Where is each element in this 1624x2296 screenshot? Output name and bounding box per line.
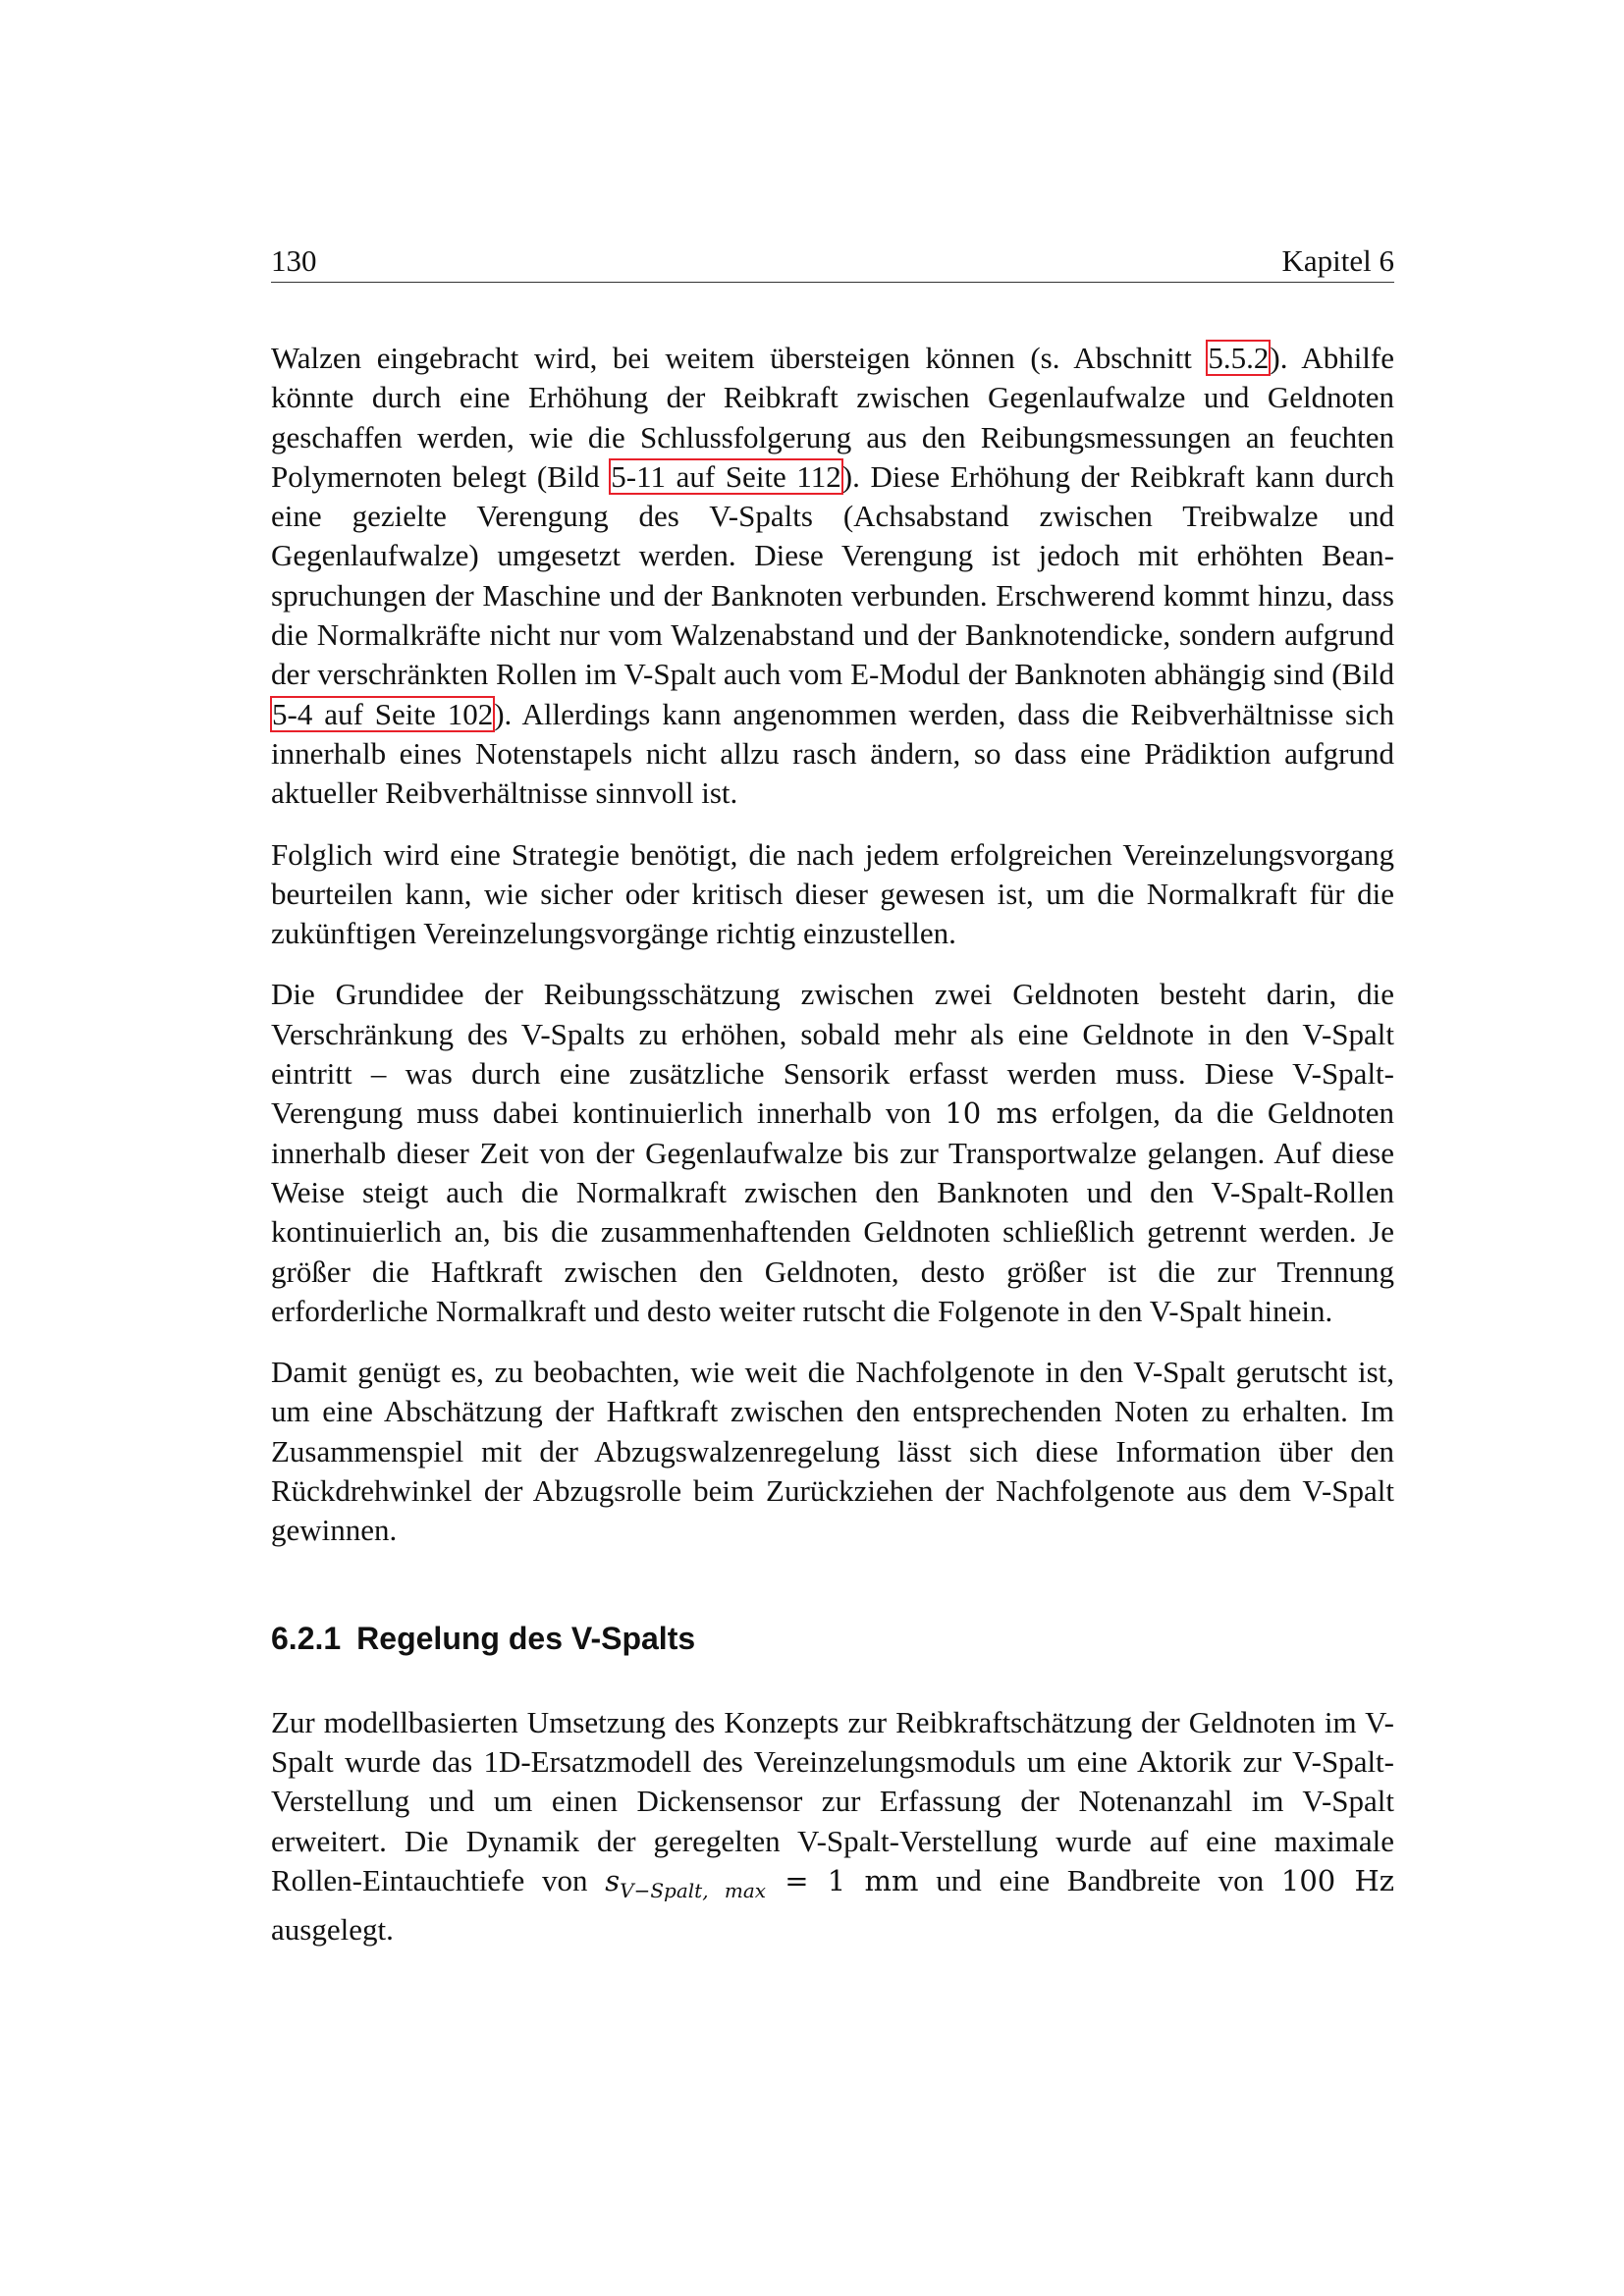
math-10ms: 10 ms <box>945 1096 1038 1131</box>
paper-page <box>271 241 1394 1949</box>
paragraph-1 <box>271 339 1394 814</box>
figure-link-5-4[interactable]: 5-4 auf Seite 102 <box>272 696 494 731</box>
section-number: 6.2.1 <box>271 1620 342 1656</box>
text-run: ). Diese Erhöhung der Reibkraft kann durch eine gezielte Verengung des V-Spalts (Achsabstand zwischen Treibwalze und Gegenlaufwalze) umgesetzt werden. Diese Verengung ist jedoch mit erhöhten Beanspruchungen der Maschine und der Banknoten verbunden. Erschwerend kommt hinzu, dass die Normalkräfte nicht nur vom Walzenabstand und der Banknotendicke, sondern aufgrund der verschränkten Rollen im V-Spalt auch vom E-Modul der Banknoten abhängig sind (Bild <box>271 458 1395 692</box>
figure-link-5-11[interactable]: 5-11 auf Seite 112 <box>611 458 841 494</box>
paragraph-3 <box>271 975 1394 1331</box>
paragraph-2: Folglich wird eine Strategie benötigt, die nach jedem erfolgreichen Vereinzelungsvorgang beurteilen kann, wie sicher oder kritisch dieser gewesen ist, um die Normalkraft für die zukünftigen Vereinzelungsvorgänge richtig einzustellen. <box>271 836 1394 951</box>
running-header <box>271 241 1394 283</box>
section-heading <box>271 1619 1394 1658</box>
page-number: 130 <box>271 243 317 278</box>
math-variable: s <box>605 1863 621 1897</box>
text-run: ). Abhilfe könnte durch eine Erhöhung der Reibkraft zwischen Gegenlaufwalze und Geldnoten geschaffen werden, wie die Schlussfolgerung aus den Reibungsmessungen an feuchten Polymernoten belegt (Bild <box>271 341 1395 494</box>
text-run: Zur modellbasierten Umsetzung des Konzepts zur Reibkraftschätzung der Geldnoten im V-Spalt wurde das 1D-Ersatzmodell des Vereinzelungsmoduls um eine Aktorik zur V-Spalt-Verstellung und um einen Dickensensor zur Erfassung der Notenanzahl im V-Spalt erweitert. Die Dynamik der geregelten V-Spalt-Verstellung wurde auf eine maximale Rollen-Eintauchtiefe von <box>271 1704 1394 1897</box>
paragraph-5 <box>271 1703 1394 1950</box>
math-equation: = 1 mm <box>766 1863 919 1897</box>
math-subscript: V−Spalt, max <box>620 1878 767 1902</box>
text-run: Walzen eingebracht wird, bei weitem übersteigen können (s. Abschnitt <box>271 341 1208 375</box>
text-run: Die Grundidee der Reibungsschätzung zwischen zwei Geldnoten besteht darin, die Verschränkung des V-Spalts zu erhöhen, sobald mehr als eine Geldnote in den V-Spalt eintritt – was durch eine zusätzliche Sensorik erfasst werden muss. Diese V-Spalt-Verengung muss dabei kontinuierlich innerhalb von <box>271 977 1394 1131</box>
section-title: Regelung des V-Spalts <box>356 1620 696 1656</box>
paragraph-4: Damit genügt es, zu beobachten, wie weit die Nachfolgenote in den V-Spalt gerutscht ist, um eine Abschätzung der Haftkraft zwischen den entsprechenden Noten zu erhalten. Im Zusammenspiel mit der Abzugswalzenregelung lässt sich diese Information über den Rückdrehwinkel der Abzugsrolle beim Zurückziehen der Nachfolgenote aus dem V-Spalt gewinnen. <box>271 1355 1394 1548</box>
text-run: erfolgen, da die Geldnoten innerhalb dieser Zeit von der Gegenlaufwalze bis zur Transportwalze gelangen. Auf diese Weise steigt auch die Normalkraft zwischen den Banknoten und den V-Spalt-Rollen kontinuierlich an, bis die zusammenhaftenden Geldnoten schließlich getrennt werden. Je größer die Haftkraft zwischen den Geldnoten, desto größer ist die zur Trennung erforderliche Normalkraft und desto weiter rutscht die Folgenote in den V-Spalt hinein. <box>271 1095 1394 1328</box>
section-link-5-5-2[interactable]: 5.5.2 <box>1208 341 1270 375</box>
text-run: und eine Bandbreite von <box>918 1862 1281 1897</box>
text-run: ). Allerdings kann angenommen werden, dass die Reibverhältnisse sich innerhalb eines Notenstapels nicht allzu rasch ändern, so dass eine Prädiktion aufgrund aktueller Reibverhältnisse sinnvoll ist. <box>271 696 1394 811</box>
text-run: ausgelegt. <box>271 1911 394 1947</box>
chapter-label: Kapitel 6 <box>1281 243 1394 278</box>
math-100hz: 100 Hz <box>1280 1863 1395 1897</box>
math-s-vspalt-max <box>605 1863 919 1902</box>
